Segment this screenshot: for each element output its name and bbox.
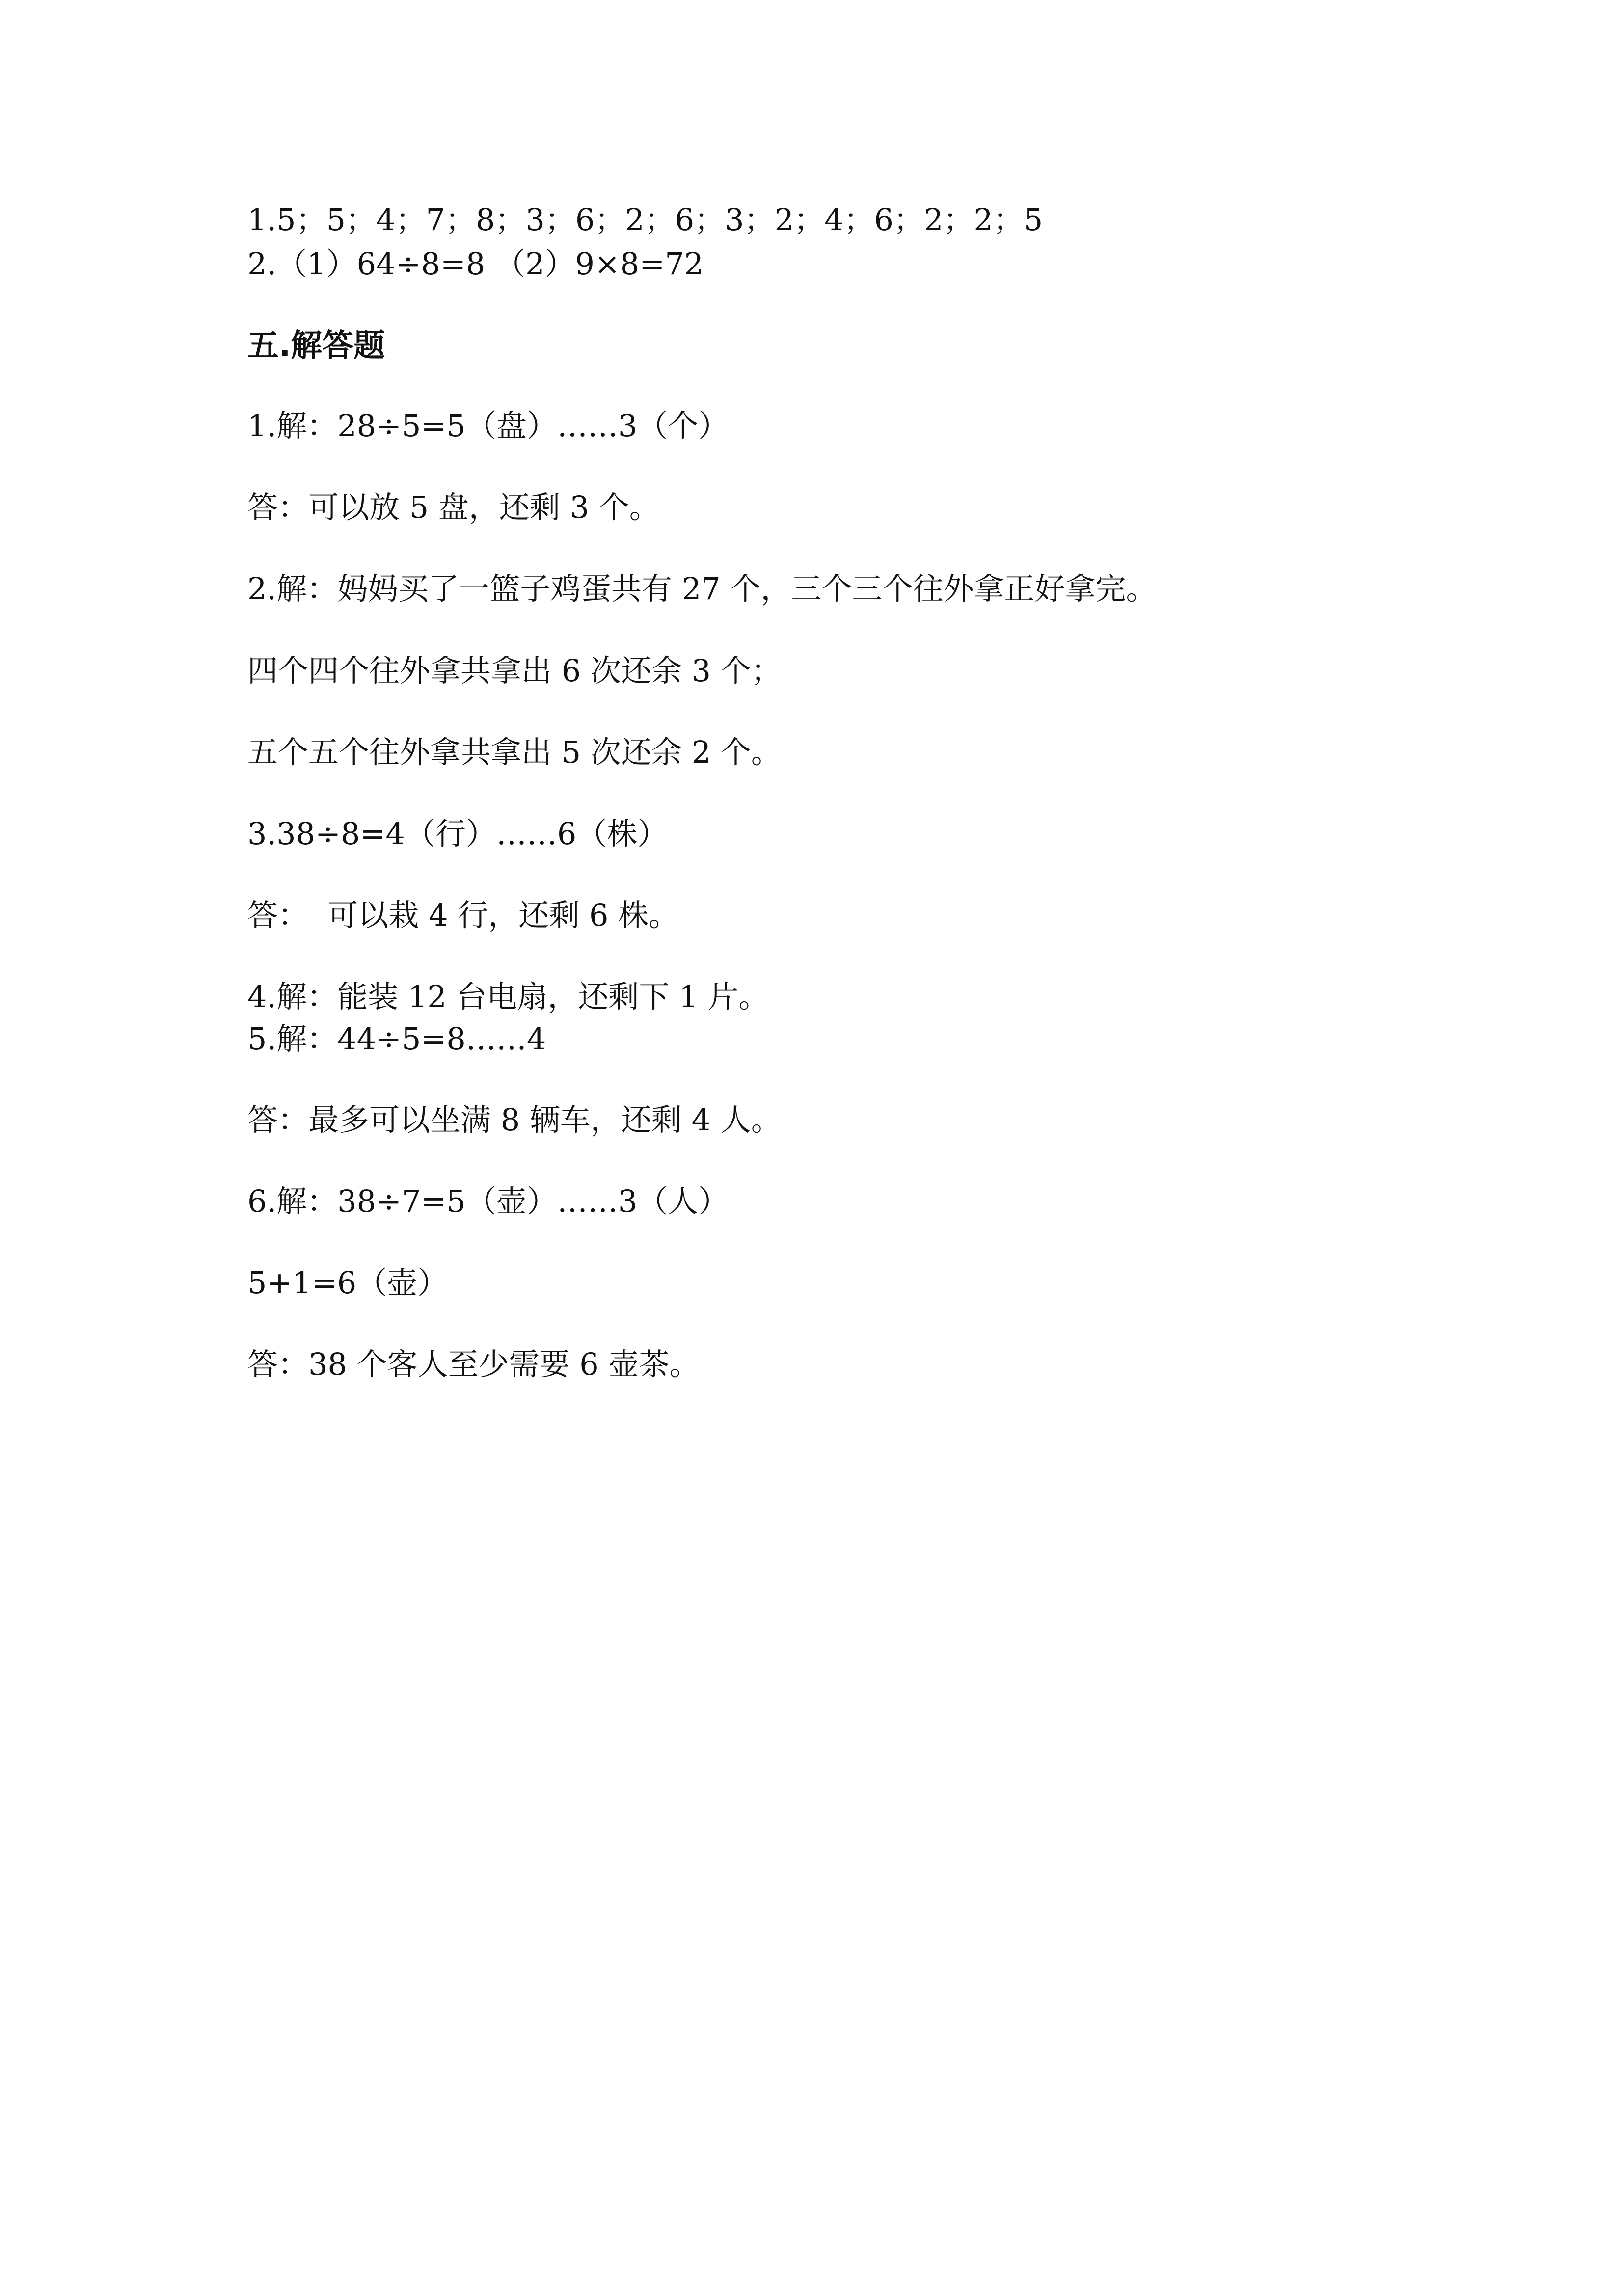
solution-4: 4.解：能装 12 台电扇，还剩下 1 片。 [247, 979, 769, 1015]
section-heading: 五.解答题 [247, 328, 385, 364]
solution-2-line-3: 五个五个往外拿共拿出 5 次还余 2 个。 [247, 734, 782, 770]
solution-6-line-2: 5+1=6（壶） [247, 1265, 448, 1301]
answer-6: 答：38 个客人至少需要 6 壶茶。 [247, 1346, 700, 1382]
answer-5: 答：最多可以坐满 8 辆车，还剩 4 人。 [247, 1102, 782, 1138]
solution-3: 3.38÷8=4（行）……6（株） [247, 816, 668, 852]
solution-5: 5.解：44÷5=8……4 [247, 1021, 546, 1057]
solution-1: 1.解：28÷5=5（盘）……3（个） [247, 408, 729, 444]
solution-6: 6.解：38÷7=5（壶）……3（人） [247, 1183, 729, 1219]
solution-2-line-2: 四个四个往外拿共拿出 6 次还余 3 个； [247, 653, 782, 689]
solution-2: 2.解：妈妈买了一篮子鸡蛋共有 27 个，三个三个往外拿正好拿完。 [247, 571, 1157, 607]
answer-line-2: 2.（1）64÷8=8 （2）9×8=72 [247, 246, 704, 282]
answer-line-1: 1.5；5；4；7；8；3；6；2；6；3；2；4；6；2；2；5 [247, 202, 1043, 238]
answer-1: 答：可以放 5 盘，还剩 3 个。 [247, 489, 660, 525]
answer-3: 答： 可以栽 4 行，还剩 6 株。 [247, 897, 679, 933]
